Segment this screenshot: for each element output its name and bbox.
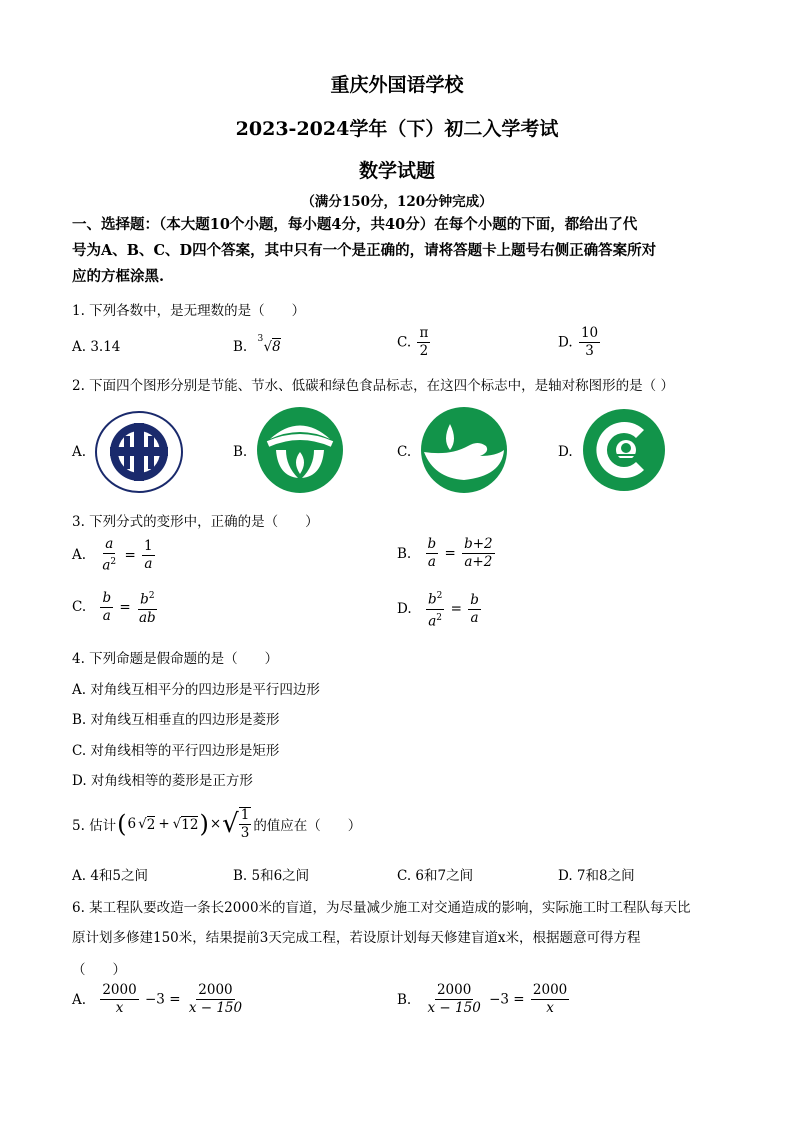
fraction: [426, 589, 444, 629]
q6-line2: 原计划多修建150米，结果提前3天完成工程，若设原计划每天修建盲道x米，根据题意可得方程: [72, 930, 641, 946]
q2-label-a: A.: [72, 444, 87, 460]
option-label: B.: [397, 545, 412, 562]
cube-root: 3 √8: [257, 334, 281, 355]
numerator: b: [427, 536, 437, 552]
q4-stem: 4. 下列命题是假命题的是（ ）: [72, 651, 279, 667]
q3-option-c: [72, 589, 160, 626]
denominator: [426, 610, 444, 630]
water-saving-logo-icon: [256, 406, 344, 494]
q1-option-d: [558, 326, 602, 359]
denominator: a: [102, 607, 111, 624]
numerator: 2000: [198, 982, 233, 998]
equals: =: [450, 601, 462, 617]
fraction: [462, 537, 495, 570]
denominator: ab: [139, 609, 156, 626]
fraction: [137, 589, 158, 626]
energy-saving-logo-icon: [94, 410, 184, 494]
exam-title: 2023-2024学年（下）初二入学考试: [235, 118, 559, 140]
q3-option-b: [397, 537, 497, 570]
q3-option-a: [72, 537, 157, 574]
q1-option-b: [233, 334, 281, 355]
numerator: 2000: [102, 982, 137, 998]
numerator: 10: [580, 325, 599, 341]
fraction: [531, 983, 569, 1016]
num-exponent: 2: [148, 591, 155, 601]
fraction: [426, 983, 483, 1016]
q1-stem: 1. 下列各数中，是无理数的是（ ）: [72, 303, 306, 319]
low-carbon-logo-icon: [420, 406, 508, 494]
fraction: [100, 591, 113, 624]
numerator: 1: [240, 807, 250, 823]
minus-equals: −3 =: [489, 991, 525, 1008]
q5-option-b: B. 5和6之间: [233, 868, 310, 884]
section1-line2: 号为A、B、C、D四个答案，其中只有一个是正确的，请将答题卡上题号右侧正确答案所对: [72, 242, 657, 259]
school-name: 重庆外国语学校: [330, 74, 464, 96]
option-label: B.: [233, 339, 248, 355]
section1-line1: 一、选择题：（本大题10个小题，每小题4分，共40分）在每个小题的下面，都给出了代: [72, 216, 638, 233]
q5-suffix: 的值应在（ ）: [253, 818, 362, 834]
minus-equals: −3 =: [145, 991, 181, 1008]
denominator: 2: [419, 343, 429, 359]
option-label: B.: [397, 991, 412, 1008]
q5-option-c: C. 6和7之间: [397, 868, 474, 884]
q4-option-b: B. 对角线互相垂直的四边形是菱形: [72, 712, 280, 728]
equals: =: [119, 599, 131, 616]
q5-prefix: 5. 估计: [72, 818, 117, 834]
fraction: [426, 537, 439, 570]
q5-option-a: A. 4和5之间: [72, 868, 149, 884]
q2-label-c: C.: [397, 444, 412, 460]
denominator: a+2: [464, 554, 493, 570]
q3-stem: 3. 下列分式的变形中，正确的是（ ）: [72, 514, 319, 530]
q2-stem: 2. 下面四个图形分别是节能、节水、低碳和绿色食品标志，在这四个标志中，是轴对称图形的是（ ）: [72, 378, 674, 394]
numerator: [426, 589, 444, 610]
fraction: [100, 983, 138, 1016]
denominator: x − 150: [188, 1000, 243, 1016]
q4-option-c: C. 对角线相等的平行四边形是矩形: [72, 743, 280, 759]
option-label: A.: [72, 991, 87, 1008]
left-paren: (: [117, 810, 127, 838]
numerator: π: [419, 325, 429, 341]
q2-label-d: D.: [558, 444, 573, 460]
denominator: x: [115, 1000, 124, 1016]
q1-option-c: [397, 326, 432, 359]
numerator: b: [102, 589, 112, 606]
fraction: [468, 593, 481, 626]
equals: =: [444, 545, 456, 562]
q1-option-a: A. 3.14: [72, 339, 121, 355]
numerator: 2000: [532, 982, 568, 998]
denominator: x − 150: [427, 1000, 481, 1016]
green-food-logo-icon: [582, 408, 666, 492]
q6-option-a: [72, 983, 246, 1016]
equals: =: [124, 547, 136, 564]
denominator: 3: [240, 825, 250, 841]
q4-option-d: D. 对角线相等的菱形是正方形: [72, 773, 253, 789]
denominator: x: [546, 1000, 554, 1016]
root-value: 8: [272, 339, 281, 355]
q2-label-b: B.: [233, 444, 248, 460]
denominator: a: [427, 554, 436, 570]
fraction: [100, 537, 118, 574]
fraction: [239, 807, 252, 841]
option-label: C.: [397, 334, 412, 351]
numerator: a: [105, 536, 114, 552]
den-base: a: [102, 557, 111, 574]
q5-stem: 5. 估计 ( 6 √ 2 + √ 12 ) × √ $\frac{1}{3}$ 的值应在（ ）: [72, 807, 362, 841]
radicand: 12: [181, 816, 199, 833]
num-base: b: [427, 591, 437, 608]
q3-option-d: [397, 589, 483, 629]
num-base: b: [140, 591, 149, 608]
fraction: [187, 983, 244, 1016]
denominator: a: [470, 609, 479, 626]
fraction: [417, 326, 430, 359]
denominator: [100, 554, 118, 574]
den-exponent: 2: [436, 612, 443, 623]
root-index: 3: [257, 334, 264, 344]
numerator: [138, 589, 156, 610]
denominator: a: [144, 555, 153, 572]
fraction: [142, 539, 155, 572]
q6-line1: 6. 某工程队要改造一条长2000米的盲道，为尽量减少施工对交通造成的影响，实际施工时工程队每天比: [72, 900, 691, 916]
plus-sign: +: [158, 816, 170, 832]
section1-line3: 应的方框涂黑.: [72, 268, 165, 285]
option-label: A.: [72, 547, 87, 564]
numerator: b: [470, 591, 479, 608]
option-label: D.: [558, 334, 573, 351]
option-label: D.: [397, 601, 412, 617]
fraction: [579, 326, 600, 359]
subject-title: 数学试题: [358, 160, 435, 182]
radicand: 2: [146, 816, 156, 833]
q4-option-a: A. 对角线互相平分的四边形是平行四边形: [72, 682, 320, 698]
right-paren: ): [199, 810, 209, 838]
option-label: C.: [72, 599, 87, 616]
denominator: 3: [585, 343, 594, 359]
den-exponent: 2: [110, 557, 117, 567]
numerator: 2000: [436, 982, 472, 998]
times-sign: ×: [209, 816, 222, 832]
den-base: a: [428, 613, 437, 629]
q6-option-b: [397, 983, 571, 1016]
q5-option-d: D. 7和8之间: [558, 868, 635, 884]
numerator: 1: [144, 537, 153, 554]
coefficient: 6: [127, 816, 137, 832]
num-exponent: 2: [436, 591, 443, 601]
exam-note: （满分150分，120分钟完成）: [301, 194, 493, 210]
numerator: b+2: [464, 536, 493, 552]
q6-line3: （ ）: [72, 962, 126, 978]
